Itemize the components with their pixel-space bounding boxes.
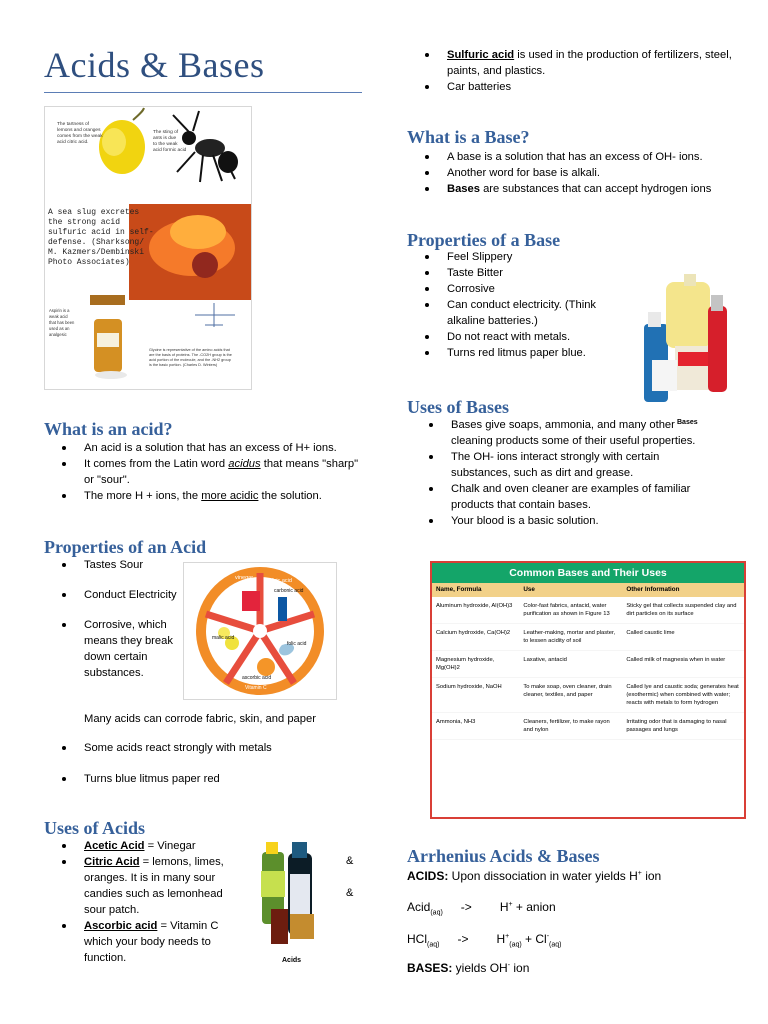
table-row: Magnesium hydroxide, Mg(OH)2 Laxative, antacid Called milk of magnesia when in water — [432, 651, 744, 678]
prop-acid-5: Some acids react strongly with metals — [44, 740, 374, 756]
svg-text:carbonic acid: carbonic acid — [274, 588, 304, 594]
acid-wheel-image — [183, 562, 337, 700]
equation-hcl: $HCl_{(aq)} -> H^+_{(aq)} + Cl^-_{(aq)}$ — [407, 932, 562, 949]
base-item-2: Another word for base is alkali. — [407, 165, 737, 181]
table-row: Calcium hydroxide, Ca(OH)2 Leather-making, mortar and plaster, to lessen acidity of soil Called caustic lime — [432, 624, 744, 651]
section-title-arrhenius: Arrhenius Acids & Bases — [407, 846, 600, 866]
svg-text:A sea slug excretes the: A sea slug excretes the strong acid sulfuric acid in self- defense. (Sharksong/ M. Kazmers/Dembinski Photo Associates) — [48, 208, 154, 267]
acid-item-1: An acid is a solution that has an excess of H+ ions. — [44, 440, 369, 456]
car-batteries-item: Car batteries — [407, 79, 737, 95]
prop-base-5: Do not react with metals. — [407, 329, 614, 345]
svg-text:malic acid: malic acid — [212, 635, 235, 641]
properties-acid-list-2 — [44, 740, 374, 787]
bases-caption: Bases — [677, 419, 698, 426]
prop-acid-corrode-line: Many acids can corrode fabric, skin, and paper — [84, 713, 316, 725]
use-acid-ascorbic: Ascorbic acid = Vitamin C which your body needs to function. — [44, 918, 240, 966]
table-row: Sodium hydroxide, NaOH To make soap, oven cleaner, drain cleaner, textiles, and paper Called lye and caustic soda; generates heat (exothermic) when combined with water; reacts with metals to form hydrogen — [432, 678, 744, 713]
arrhenius-bases-line: BASES: yields OH- ion — [407, 961, 530, 975]
acid-list — [44, 440, 369, 504]
section-title-acid: What is an acid? — [44, 419, 173, 439]
equation-acid: Acid$_{(aq)}$ -> H+ + anion — [407, 900, 556, 917]
bases-products-image — [640, 270, 737, 413]
table-header-info: Other Information — [622, 583, 744, 597]
uses-bases-list — [411, 417, 701, 529]
page-title: Acids & Bases — [44, 45, 265, 85]
use-acid-acetic: Acetic Acid = Vinegar — [44, 838, 240, 854]
section-title-properties-acid: Properties of an Acid — [44, 537, 207, 557]
section-title-base: What is a Base? — [407, 127, 530, 147]
prop-base-2: Taste Bitter — [407, 265, 614, 281]
bases-products-illustration — [640, 270, 737, 413]
sulfuric-acid-item: Sulfuric acid is used in the production of fertilizers, steel, paints, and plastics. — [407, 47, 737, 79]
svg-text:Vitamin C: Vitamin C — [245, 685, 267, 691]
acids-caption: Acids — [282, 957, 302, 964]
svg-text:Glycine is representative of t: Glycine is representative of the amino acids that are the basis of proteins. The -CO2H group is the acid portion of the molecule, and the -NH2 group is the basic portion. (Charles D. Winters) — [149, 348, 232, 367]
acid-examples-image — [44, 106, 252, 390]
section-title-properties-base: Properties of a Base — [407, 230, 561, 250]
amp-1: & — [346, 855, 354, 867]
acidus-word: acidus — [228, 458, 261, 470]
base-item-3: Bases are substances that can accept hydrogen ions — [407, 181, 737, 197]
uses-acids-list — [44, 838, 240, 966]
prop-acid-1: Tastes Sour — [44, 557, 179, 573]
svg-text:The tartness of lemons a: The tartness of lemons and oranges comes from the weak acid citric acid. — [57, 122, 103, 145]
use-base-4: Your blood is a basic solution. — [411, 513, 701, 529]
acid-item-3: The more H + ions, the more acidic the solution. — [44, 488, 369, 504]
prop-base-4: Can conduct electricity. (Think alkaline batteries.) — [407, 297, 614, 329]
section-title-uses-bases: Uses of Bases — [407, 397, 509, 417]
svg-text:The sting of ants is due: The sting of ants is due to the weak acid formic acid — [153, 130, 187, 153]
acid-wheel-chart — [184, 563, 336, 699]
svg-text:Aspirin is aweak acidthat has: Aspirin is a weak acid that has been used as an analgesic — [49, 308, 75, 337]
use-base-1: Bases give soaps, ammonia, and many other cleaning products some of their useful properties. — [411, 417, 701, 449]
table-header-row — [432, 583, 744, 597]
use-acid-citric: Citric Acid = lemons, limes, oranges. It is in many sour candies such as lemonhead sour patch. — [44, 854, 240, 918]
acid-examples-illustration — [45, 107, 251, 389]
section-title-uses-acids: Uses of Acids — [44, 818, 146, 838]
title-underline — [44, 92, 362, 93]
base-list — [407, 149, 737, 197]
acids-products-image — [257, 842, 323, 952]
sulfuric-list — [407, 47, 737, 95]
amp-2: & — [346, 887, 354, 899]
prop-base-3: Corrosive — [407, 281, 614, 297]
prop-base-1: Feel Slippery — [407, 249, 614, 265]
prop-acid-2: Conduct Electricity — [44, 587, 179, 603]
properties-acid-list — [44, 557, 179, 681]
arrhenius-acids-line: ACIDS: Upon dissociation in water yields H+ ion — [407, 869, 662, 883]
acid-item-2: It comes from the Latin word acidus that means "sharp" or "sour". — [44, 456, 369, 488]
prop-acid-6: Turns blue litmus paper red — [44, 771, 374, 787]
table-row: Aluminum hydroxide, Al(OH)3 Color-fast fabrics, antacid, water purification as shown in Figure 13 Sticky gel that collects suspended clay and dirt particles on its surface — [432, 597, 744, 624]
table-header-use: Use — [519, 583, 622, 597]
bases-table — [432, 583, 744, 740]
base-item-1: A base is a solution that has an excess of OH- ions. — [407, 149, 737, 165]
svg-text:ascorbic acid: ascorbic acid — [242, 675, 272, 681]
svg-text:citric acid: citric acid — [269, 578, 292, 584]
common-bases-table — [430, 561, 746, 819]
svg-text:vinegar: vinegar — [235, 575, 254, 581]
prop-acid-3: Corrosive, which means they break down certain substances. — [44, 617, 179, 681]
properties-base-list — [407, 249, 614, 361]
more-acidic: more acidic — [201, 490, 259, 502]
acid-products-illustration — [257, 842, 323, 952]
table-title: Common Bases and Their Uses — [432, 563, 744, 583]
svg-text:folic acid: folic acid — [287, 641, 307, 647]
table-row: Ammonia, NH3 Cleaners, fertilizer, to make rayon and nylon Irritating odor that is damaging to nasal passages and lungs — [432, 713, 744, 740]
use-base-2: The OH- ions interact strongly with certain substances, such as dirt and grease. — [411, 449, 701, 481]
table-header-name: Name, Formula — [432, 583, 519, 597]
prop-base-6: Turns red litmus paper blue. — [407, 345, 614, 361]
use-base-3: Chalk and oven cleaner are examples of familiar products that contain bases. — [411, 481, 701, 513]
